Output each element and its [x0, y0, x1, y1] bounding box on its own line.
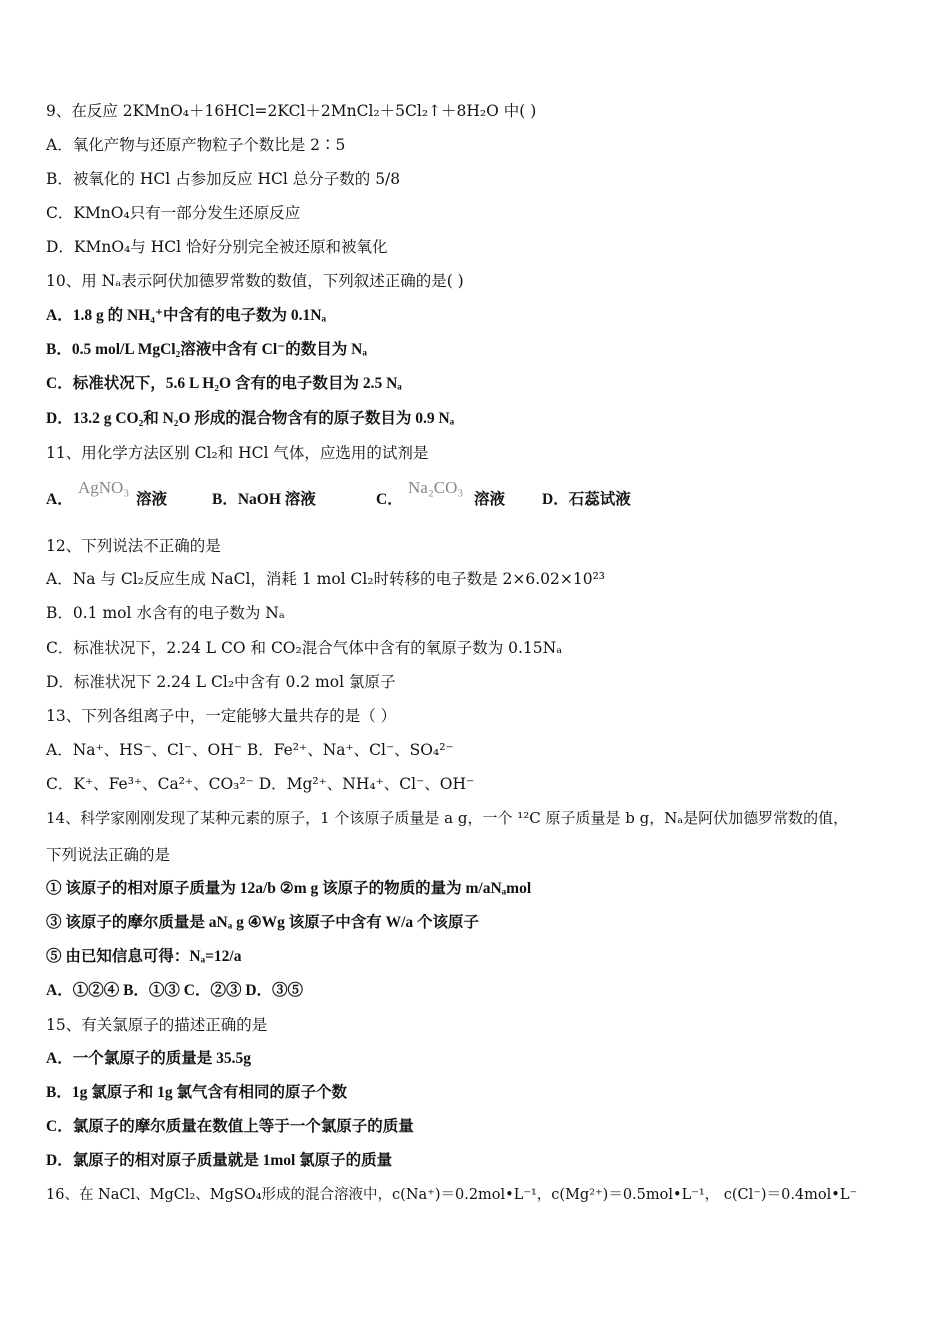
q11-stem: 11、用化学方法区别 Cl₂和 HCl 气体，应选用的试剂是 — [46, 444, 429, 462]
q14-statements-3-4: ③ 该原子的摩尔质量是 aNₐ g ④Wg 该原子中含有 W/a 个该原子 — [46, 914, 480, 931]
q10-stem: 10、用 Nₐ表示阿伏加德罗常数的数值，下列叙述正确的是( ) — [46, 272, 464, 290]
q11-option-a-label: A． — [46, 491, 73, 508]
q15-option-d: D．氯原子的相对原子质量就是 1mol 氯原子的质量 — [46, 1152, 393, 1169]
q9-option-a: A．氧化产物与还原产物粒子个数比是 2∶5 — [46, 136, 346, 154]
q13-options-cd: C．K⁺、Fe³⁺、Ca²⁺、CO₃²⁻ D．Mg²⁺、NH₄⁺、Cl⁻、OH⁻ — [46, 775, 475, 793]
q9-option-b: B．被氧化的 HCl 占参加反应 HCl 总分子数的 5/8 — [46, 170, 401, 188]
q13-options-ab: A．Na⁺、HS⁻、Cl⁻、OH⁻ B．Fe²⁺、Na⁺、Cl⁻、SO₄²⁻ — [46, 741, 454, 759]
q14-options: A．①②④ B．①③ C．②③ D．③⑤ — [46, 982, 304, 999]
q13-stem: 13、下列各组离子中，一定能够大量共存的是（ ） — [46, 707, 397, 725]
q12-option-b: B．0.1 mol 水含有的电子数为 Nₐ — [46, 604, 285, 622]
q15-option-c: C．氯原子的摩尔质量在数值上等于一个氯原子的质量 — [46, 1118, 414, 1135]
q11-option-c-formula: Na₂CO₃ — [408, 478, 464, 497]
q11-option-a-formula: AgNO₃ — [78, 478, 130, 497]
q12-option-d: D．标准状况下 2.24 L Cl₂中含有 0.2 mol 氯原子 — [46, 673, 396, 691]
q15-option-a: A．一个氯原子的质量是 35.5g — [46, 1050, 251, 1067]
q9-option-d: D．KMnO₄与 HCl 恰好分别完全被还原和被氧化 — [46, 238, 388, 256]
q11-option-a-text: 溶液 — [136, 491, 168, 508]
q15-stem: 15、有关氯原子的描述正确的是 — [46, 1016, 268, 1034]
q14-stem-line2: 下列说法正确的是 — [46, 846, 171, 864]
q10-option-b: B．0.5 mol/L MgCl₂溶液中含有 Cl⁻的数目为 Nₐ — [46, 341, 367, 358]
q10-option-c: C．标准状况下，5.6 L H₂O 含有的电子数目为 2.5 Nₐ — [46, 375, 402, 392]
q16-stem: 16、在 NaCl、MgCl₂、MgSO₄形成的混合溶液中，c(Na⁺)＝0.2mol•L⁻¹，c(Mg²⁺)＝0.5mol•L⁻¹， c(Cl⁻)＝0.4mol•L⁻ — [46, 1187, 858, 1203]
q9-option-c: C．KMnO₄只有一部分发生还原反应 — [46, 204, 301, 222]
q14-statement-5: ⑤ 由已知信息可得：Nₐ=12/a — [46, 948, 242, 965]
q10-option-a: A．1.8 g 的 NH₄⁺中含有的电子数为 0.1Nₐ — [46, 307, 326, 324]
q11-option-c-label: C． — [376, 491, 403, 508]
q14-statements-1-2: ① 该原子的相对原子质量为 12a/b ②m g 该原子的物质的量为 m/aNₐmol — [46, 880, 532, 897]
q15-option-b: B．1g 氯原子和 1g 氯气含有相同的原子个数 — [46, 1084, 347, 1101]
q12-option-a: A．Na 与 Cl₂反应生成 NaCl，消耗 1 mol Cl₂时转移的电子数是 2×6.02×10²³ — [46, 570, 606, 588]
q12-option-c: C．标准状况下，2.24 L CO 和 CO₂混合气体中含有的氧原子数为 0.15Nₐ — [46, 639, 563, 657]
q10-option-d: D．13.2 g CO₂和 N₂O 形成的混合物含有的原子数目为 0.9 Nₐ — [46, 410, 455, 427]
q12-stem: 12、下列说法不正确的是 — [46, 537, 221, 555]
q9-stem: 9、在反应 2KMnO₄＋16HCl=2KCl＋2MnCl₂＋5Cl₂↑＋8H₂O 中( ) — [46, 102, 537, 120]
q11-option-d: D．石蕊试液 — [542, 491, 631, 508]
q11-option-c-text: 溶液 — [474, 491, 506, 508]
q11-option-b: B．NaOH 溶液 — [212, 491, 316, 508]
q14-stem-line1: 14、科学家刚刚发现了某种元素的原子，1 个该原子质量是 a g，一个 ¹²C 原子质量是 b g，Nₐ是阿伏加德罗常数的值， — [46, 809, 849, 827]
